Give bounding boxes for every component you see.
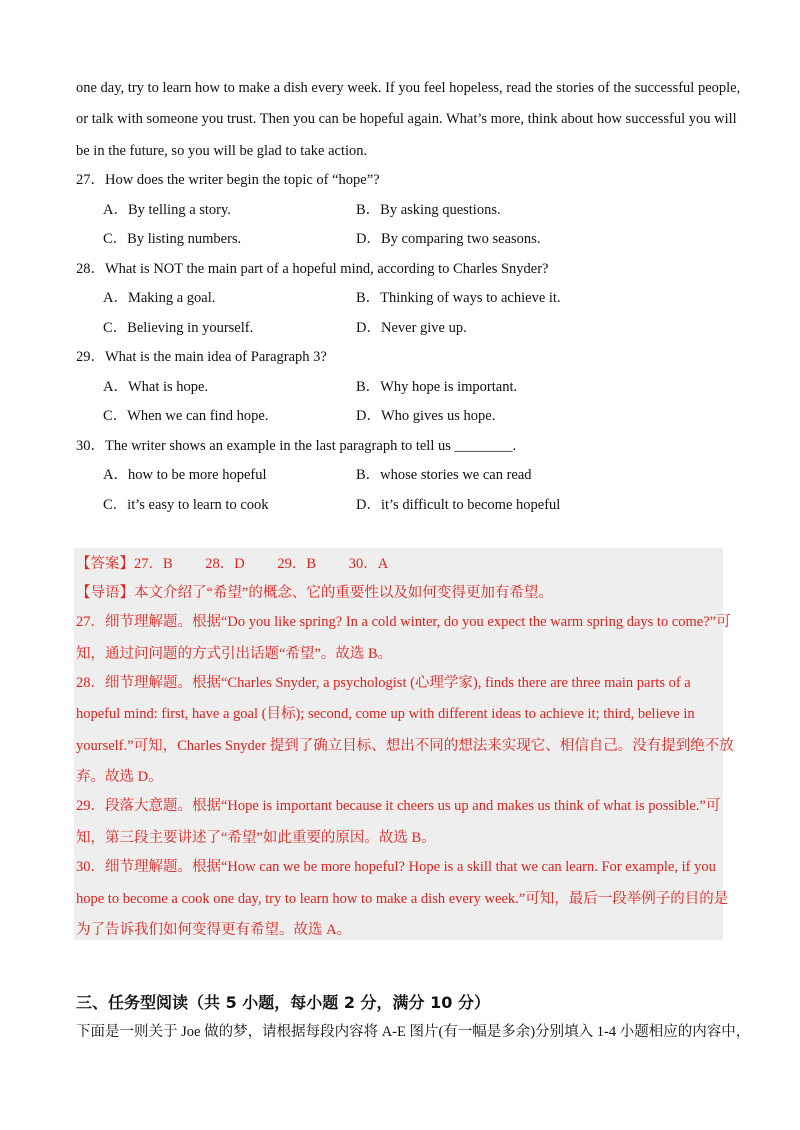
- question-30-option-b: B．whose stories we can read: [356, 467, 532, 483]
- question-28-option-d: D．Never give up.: [356, 320, 467, 336]
- explanation-28-line-1: 28．细节理解题。根据“Charles Snyder, a psychologist (心理学家), finds there are three main parts of a: [76, 675, 691, 691]
- question-30-option-c: C．it’s easy to learn to cook: [103, 497, 269, 513]
- explanation-30-line-1: 30．细节理解题。根据“How can we be more hopeful? Hope is a skill that we can learn. For example, if you: [76, 859, 716, 875]
- explanation-28-line-2: hopeful mind: first, have a goal (目标); second, come up with different ideas to achieve it; third, believe in: [76, 706, 695, 722]
- question-30-stem: 30．The writer shows an example in the last paragraph to tell us ________.: [76, 438, 517, 454]
- passage-line-1: one day, try to learn how to make a dish every week. If you feel hopeless, read the stories of the successful people,: [76, 80, 741, 96]
- explanation-29-line-2: 知，第三段主要讲述了“希望”如此重要的原因。故选 B。: [76, 830, 436, 846]
- explanation-30-line-2: hope to become a cook one day, try to learn how to make a dish every week.”可知，最后一段举例子的目的是: [76, 891, 729, 907]
- question-29-option-d: D．Who gives us hope.: [356, 408, 496, 424]
- explanation-30-line-3: 为了告诉我们如何变得更有希望。故选 A。: [76, 922, 352, 938]
- question-29-option-b: B．Why hope is important.: [356, 379, 518, 395]
- question-29-option-a: A．What is hope.: [103, 379, 209, 395]
- question-27-option-a: A．By telling a story.: [103, 202, 231, 218]
- explanation-29-line-1: 29．段落大意题。根据“Hope is important because it cheers us up and makes us think of what is possible.”可: [76, 798, 721, 814]
- question-28-option-b: B．Thinking of ways to achieve it.: [356, 290, 561, 306]
- passage-line-3: be in the future, so you will be glad to take action.: [76, 143, 368, 159]
- section-3-title: 三、任务型阅读（共 5 小题，每小题 2 分，满分 10 分）: [76, 993, 490, 1012]
- question-28-option-a: A．Making a goal.: [103, 290, 216, 306]
- question-29-stem: 29．What is the main idea of Paragraph 3?: [76, 349, 327, 365]
- question-27-option-d: D．By comparing two seasons.: [356, 231, 541, 247]
- section-3-intro: 下面是一则关于 Joe 做的梦，请根据每段内容将 A-E 图片(有一幅是多余)分别填入 1-4 小题相应的内容中，: [76, 1024, 751, 1040]
- answer-key-line: 【答案】27．B 28．D 29．B 30．A: [76, 556, 389, 572]
- explanation-28-line-3: yourself.”可知，Charles Snyder 提到了确立目标、想出不同的想法来实现它、相信自己。没有提到绝不放: [76, 738, 734, 754]
- question-27-option-b: B．By asking questions.: [356, 202, 501, 218]
- question-28-stem: 28．What is NOT the main part of a hopeful mind, according to Charles Snyder?: [76, 261, 549, 277]
- guide-line: 【导语】本文介绍了“希望”的概念、它的重要性以及如何变得更加有希望。: [76, 585, 553, 601]
- explanation-27-line-2: 知，通过问问题的方式引出话题“希望”。故选 B。: [76, 646, 393, 662]
- question-30-option-d: D．it’s difficult to become hopeful: [356, 497, 561, 513]
- question-28-option-c: C．Believing in yourself.: [103, 320, 254, 336]
- question-29-option-c: C．When we can find hope.: [103, 408, 269, 424]
- passage-line-2: or talk with someone you trust. Then you can be hopeful again. What’s more, think about how successful you will: [76, 111, 737, 127]
- question-27-stem: 27．How does the writer begin the topic of “hope”?: [76, 172, 380, 188]
- explanation-28-line-4: 弃。故选 D。: [76, 769, 163, 785]
- explanation-27-line-1: 27．细节理解题。根据“Do you like spring? In a cold winter, do you expect the warm spring days to come?”可: [76, 614, 731, 630]
- question-27-option-c: C．By listing numbers.: [103, 231, 242, 247]
- question-30-option-a: A．how to be more hopeful: [103, 467, 267, 483]
